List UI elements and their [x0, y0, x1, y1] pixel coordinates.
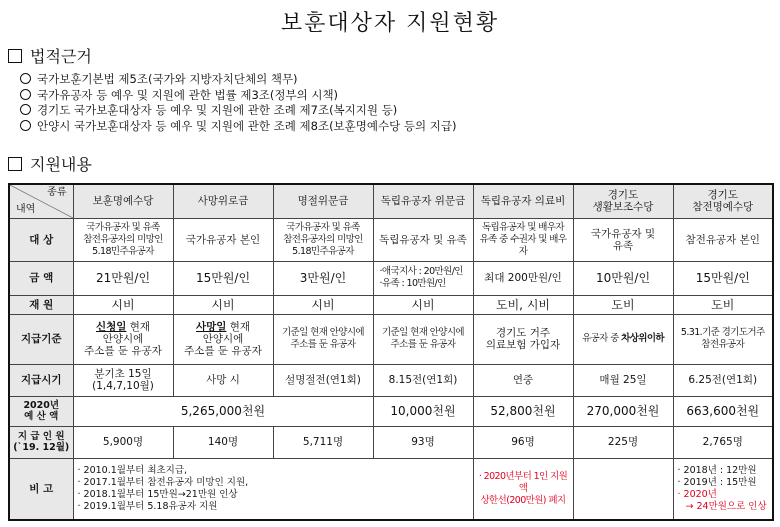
- column-header: 보훈명예수당: [73, 184, 173, 218]
- remark-line: · 2010.1월부터 최초지급,: [77, 464, 188, 476]
- table-cell: 국가유공자 및 유족 참전유공자의 미망인 5.18민주유공자: [73, 218, 173, 261]
- corner-detail-label: 내역: [16, 203, 36, 215]
- table-header-row: [9, 184, 773, 218]
- table-cell: 분기초 15일 (1,4,7,10월): [73, 364, 173, 396]
- corner-header-cell: [9, 184, 73, 218]
- table-cell: 시비: [373, 295, 473, 314]
- table-cell: 270,000천원: [573, 396, 673, 426]
- amount-line: ·유족 : 10만원/인: [379, 278, 446, 289]
- remark-line: · 2020년: [677, 488, 717, 500]
- table-cell: 15만원/인: [673, 261, 773, 295]
- table-row-timing: [9, 364, 773, 396]
- table-cell: [573, 458, 673, 520]
- table-cell: 93명: [373, 426, 473, 458]
- remark-line: · 2017.1월부터 참전유공자 미망인 지원,: [77, 476, 249, 488]
- table-cell: 국가유공자 및 유족: [573, 218, 673, 261]
- table-row-source: [9, 295, 773, 314]
- table-row-budget: [9, 396, 773, 426]
- table-row-amount: [9, 261, 773, 295]
- legal-basis-item: 국가보훈기본법 제5조(국가와 지방자치단체의 책무): [20, 72, 456, 88]
- table-cell: 5,711명: [273, 426, 373, 458]
- remark-line: · 2019년 : 15만원: [677, 476, 757, 488]
- circle-bullet-icon: [20, 89, 31, 100]
- table-cell: 15만원/인: [173, 261, 273, 295]
- legal-basis-heading: 법적근거: [8, 44, 92, 67]
- table-cell: [173, 314, 273, 364]
- table-cell: 기준일 현재 안양시에 주소를 둔 유공자: [273, 314, 373, 364]
- table-cell: 경기도 거주 의료보험 가입자: [473, 314, 573, 364]
- table-cell: 연중: [473, 364, 573, 396]
- remark-line: · 2018.1월부터 15만원→21만원 인상: [77, 488, 238, 500]
- remark-line: · 2018년 : 12만원: [677, 464, 757, 476]
- table-cell-merged: 5,265,000천원: [73, 396, 373, 426]
- table-cell: 225명: [573, 426, 673, 458]
- table-cell: 6.25전(연1회): [673, 364, 773, 396]
- amount-line: ·애국지사 : 20만원/인: [379, 266, 463, 277]
- cell-text: 유공자 중: [581, 333, 622, 344]
- table-row-criteria: [9, 314, 773, 364]
- table-cell: 독립유공자 및 유족: [373, 218, 473, 261]
- emphasis-text: 신청일: [95, 321, 127, 333]
- row-label: 재 원: [9, 295, 73, 314]
- table-cell: 10만원/인: [573, 261, 673, 295]
- table-cell: 도비: [573, 295, 673, 314]
- column-header: 경기도 참전명예수당: [673, 184, 773, 218]
- support-table: [8, 183, 774, 521]
- cell-text: 현재 안양시에 주소를 둔 유공자: [184, 321, 262, 357]
- column-header: 독립유공자 의료비: [473, 184, 573, 218]
- table-cell: 시비: [273, 295, 373, 314]
- square-bullet-icon: [8, 157, 22, 171]
- row-label: 지급기준: [9, 314, 73, 364]
- table-cell: 참전유공자 본인: [673, 218, 773, 261]
- page-title: 보훈대상자 지원현황: [280, 11, 500, 36]
- column-header: 독립유공자 위문금: [373, 184, 473, 218]
- table-cell: 140명: [173, 426, 273, 458]
- row-label: 지 급 인 원 (`19. 12월): [9, 426, 73, 458]
- table-row-target: [9, 218, 773, 261]
- table-cell: 사망 시: [173, 364, 273, 396]
- table-cell: 도비, 시비: [473, 295, 573, 314]
- table-cell: 21만원/인: [73, 261, 173, 295]
- table-cell: 기준일 현재 안양시에 주소를 둔 유공자: [373, 314, 473, 364]
- remark-line: → 24만원으로 인상: [685, 500, 767, 512]
- table-cell: 매월 25일: [573, 364, 673, 396]
- table-cell: 시비: [173, 295, 273, 314]
- table-cell: 2,765명: [673, 426, 773, 458]
- column-header: 명절위문금: [273, 184, 373, 218]
- row-label: 대 상: [9, 218, 73, 261]
- table-cell: 3만원/인: [273, 261, 373, 295]
- remark-line: · 2019.1월부터 5.18유공자 지원: [77, 500, 218, 512]
- table-cell-merged: [73, 458, 473, 520]
- table-cell: 5.31.기준 경기도거주 참전유공자: [673, 314, 773, 364]
- circle-bullet-icon: [20, 120, 31, 131]
- row-label: 비 고: [9, 458, 73, 520]
- table-cell: 도비: [673, 295, 773, 314]
- emphasis-text: 사망일: [195, 321, 227, 333]
- table-cell: [673, 458, 773, 520]
- table-cell: [373, 261, 473, 295]
- row-label: 금 액: [9, 261, 73, 295]
- table-cell: 독립유공자 및 배우자 유족 중 수권자 및 배우자: [473, 218, 573, 261]
- table-cell: 설명절전(연1회): [273, 364, 373, 396]
- circle-bullet-icon: [20, 73, 31, 84]
- table-cell: [73, 314, 173, 364]
- table-cell: 국가유공자 본인: [173, 218, 273, 261]
- table-cell: 52,800천원: [473, 396, 573, 426]
- table-cell: 5,900명: [73, 426, 173, 458]
- table-cell: 국가유공자 및 유족 참전유공자의 미망인 5.18민주유공자: [273, 218, 373, 261]
- column-header: 경기도 생활보조수당: [573, 184, 673, 218]
- table-cell: 663,600천원: [673, 396, 773, 426]
- row-label: 2020년 예 산 액: [9, 396, 73, 426]
- legal-basis-item: 경기도 국가보훈대상자 등 예우 및 지원에 관한 조례 제7조(복지지원 등): [20, 103, 456, 119]
- legal-basis-list: [20, 72, 456, 134]
- support-heading: 지원내용: [8, 152, 92, 175]
- table-row-recipients: [9, 426, 773, 458]
- table-cell: · 2020년부터 1인 지원액 상한선(200만원) 폐지: [473, 458, 573, 520]
- row-label: 지급시기: [9, 364, 73, 396]
- circle-bullet-icon: [20, 104, 31, 115]
- table-cell: 8.15전(연1회): [373, 364, 473, 396]
- table-cell: 96명: [473, 426, 573, 458]
- table-cell: 10,000천원: [373, 396, 473, 426]
- table-cell: 최대 200만원/인: [473, 261, 573, 295]
- cell-text: 현재 안양시에 주소를 둔 유공자: [84, 321, 162, 357]
- emphasis-text: 차상위이하: [621, 333, 665, 344]
- table-row-remarks: [9, 458, 773, 520]
- table-cell: [573, 314, 673, 364]
- corner-type-label: 종류: [47, 187, 67, 198]
- legal-basis-item: 안양시 국가보훈대상자 등 예우 및 지원에 관한 조례 제8조(보훈명예수당 등의 지급): [20, 119, 456, 135]
- square-bullet-icon: [8, 49, 22, 63]
- table-cell: 시비: [73, 295, 173, 314]
- column-header: 사망위로금: [173, 184, 273, 218]
- legal-basis-item: 국가유공자 등 예우 및 지원에 관한 법률 제3조(정부의 시책): [20, 88, 456, 104]
